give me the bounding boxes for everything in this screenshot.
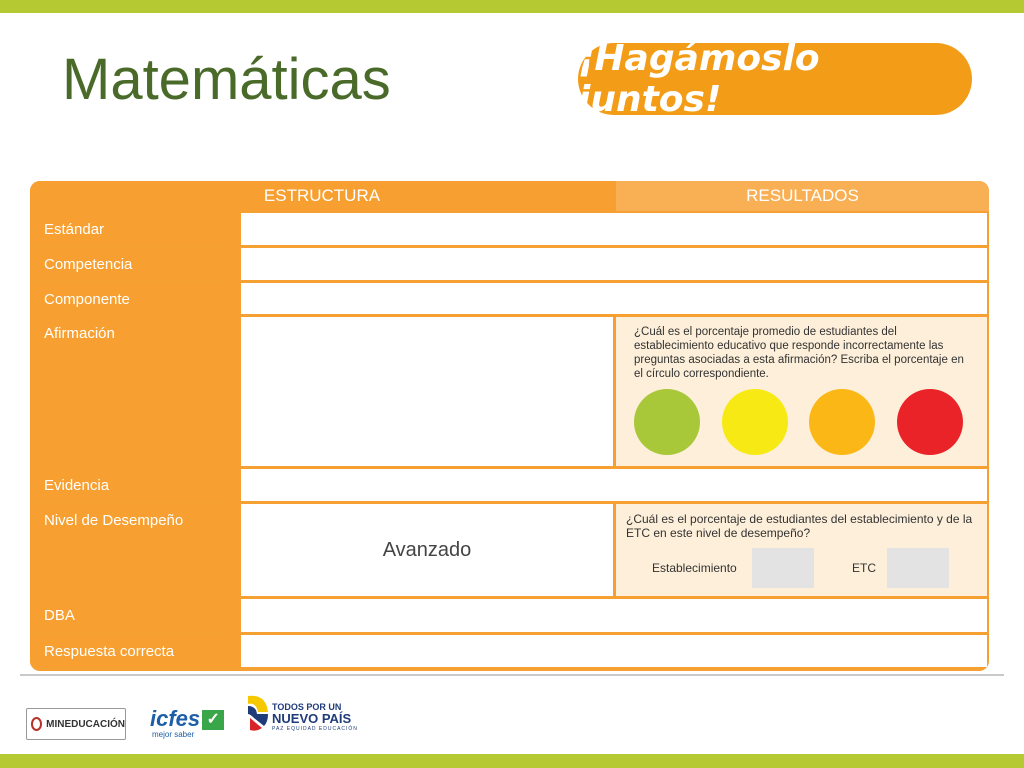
todos-por-un-nuevo-pais-logo — [244, 692, 358, 736]
structure-table — [30, 181, 989, 671]
header-resultados: RESULTADOS — [616, 181, 989, 211]
todos-line1: TODOS POR UN — [272, 702, 342, 712]
top-accent-bar — [0, 0, 1024, 13]
mineducacion-text: MINEDUCACIÓN — [46, 718, 125, 730]
circle-red[interactable] — [897, 389, 963, 455]
icfes-logo — [150, 706, 224, 739]
row-label-afirmacion: Afirmación — [30, 317, 238, 466]
row-label-competencia: Competencia — [30, 248, 238, 280]
circle-green[interactable] — [634, 389, 700, 455]
colombia-flag-mark-icon — [244, 692, 270, 734]
row-value-dba — [241, 599, 987, 632]
nivel-question: ¿Cuál es el porcentaje de estudiantes del establecimiento y de la ETC en este nivel de desempeño? — [626, 512, 973, 540]
afirmacion-results-panel — [616, 317, 987, 466]
bottom-accent-bar — [0, 754, 1024, 768]
row-value-afirmacion — [241, 317, 613, 466]
establecimiento-input-box[interactable] — [752, 548, 814, 588]
slide-title: Matemáticas — [62, 47, 391, 112]
mineducacion-logo — [26, 708, 126, 740]
icfes-subtext: mejor saber — [152, 730, 195, 739]
row-label-estandar: Estándar — [30, 213, 238, 245]
circle-orange[interactable] — [809, 389, 875, 455]
row-value-respuesta — [241, 635, 987, 667]
row-value-estandar — [241, 213, 987, 245]
etc-label: ETC — [852, 561, 876, 575]
row-label-nivel: Nivel de Desempeño — [30, 504, 238, 596]
header-estructura: ESTRUCTURA — [30, 181, 614, 211]
row-label-respuesta: Respuesta correcta — [30, 635, 238, 667]
circle-yellow[interactable] — [722, 389, 788, 455]
row-value-evidencia — [241, 469, 987, 501]
etc-input-box[interactable] — [887, 548, 949, 588]
footer-divider — [20, 674, 1004, 676]
establecimiento-label: Establecimiento — [652, 561, 737, 575]
afirmacion-question: ¿Cuál es el porcentaje promedio de estudiantes del establecimiento educativo que responde incorrectamente las preguntas asociadas a esta afirmación? Escriba el porcentaje en el círculo correspondiente. — [634, 326, 964, 380]
todos-line3: PAZ EQUIDAD EDUCACIÓN — [272, 726, 358, 732]
icfes-text: icfes — [150, 706, 201, 731]
checkmark-icon: ✓ — [202, 710, 224, 730]
row-value-componente — [241, 283, 987, 314]
row-label-evidencia: Evidencia — [30, 469, 238, 501]
row-value-competencia — [241, 248, 987, 280]
slogan-banner: ¡Hagámoslo juntos! — [578, 43, 972, 115]
nivel-results-panel — [616, 504, 987, 596]
todos-line2: NUEVO PAÍS — [272, 711, 352, 726]
seal-icon — [31, 717, 42, 731]
row-label-componente: Componente — [30, 283, 238, 314]
row-label-dba: DBA — [30, 599, 238, 632]
nivel-value: Avanzado — [241, 504, 613, 596]
